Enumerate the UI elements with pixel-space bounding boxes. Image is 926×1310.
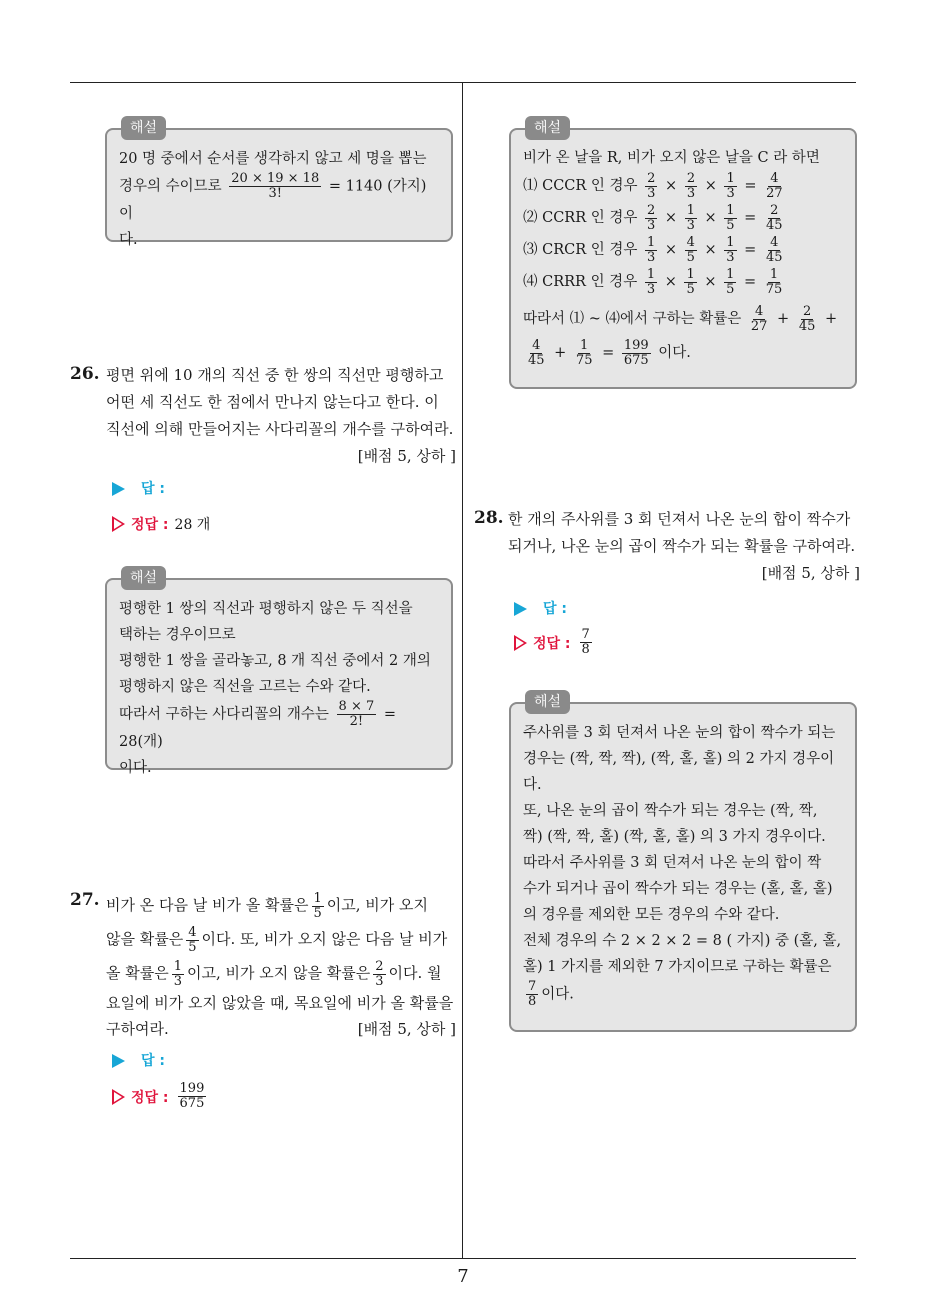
case-list (523, 170, 843, 298)
denominator: 45 (765, 217, 783, 233)
question-text: 이다. 또, 비가 오지 않은 다음 날 비가 (201, 930, 448, 948)
answer-label: 답 : (141, 1053, 165, 1069)
case-row: ⑷ CRRR 인 경우 $\frac{1}{3}$ × $\frac{1}{5}$ × $\frac{1}{5}$ = $\frac{1}{75}$ (523, 266, 783, 297)
numerator: 4 (755, 303, 764, 319)
denominator: 75 (765, 281, 783, 297)
solution-line: 20 명 중에서 순서를 생각하지 않고 세 명을 뽑는 (119, 151, 427, 167)
numerator: 8 × 7 (338, 699, 375, 714)
denominator: 5 (313, 905, 322, 921)
fraction (645, 236, 657, 265)
numerator: 7 (528, 979, 537, 994)
denominator: 3 (646, 249, 656, 265)
correct-value (175, 1082, 210, 1111)
question-line: 직선에 의해 만들어지는 사다리꼴의 개수를 구하여라. (106, 420, 454, 438)
solution-text: = 28(개) (119, 706, 397, 750)
fraction (764, 268, 785, 297)
numerator: 1 (173, 958, 183, 974)
question-27-text (106, 888, 456, 1042)
question-number-27: 27. (70, 890, 100, 910)
solution-line: 평행하지 않은 직선을 고르는 수와 같다. (119, 679, 371, 695)
play-triangle-icon (514, 602, 527, 616)
fraction (178, 1082, 207, 1111)
denominator: 3 (686, 185, 696, 201)
case-label: ⑶ CRCR 인 경우 (523, 242, 638, 258)
fraction (172, 960, 184, 989)
numerator: 1 (726, 234, 735, 250)
answer-input-26[interactable] (112, 478, 165, 498)
correct-value: 28 개 (174, 517, 211, 533)
numerator: 1 (726, 266, 735, 282)
solution-line: 홀) 1 가지를 제외한 7 가지이므로 구하는 확률은 (523, 959, 832, 975)
solution-text: 따라서 구하는 사다리꼴의 개수는 (119, 706, 329, 723)
answer-label: 답 : (543, 601, 567, 617)
numerator: 1 (646, 266, 656, 282)
fraction (764, 172, 785, 201)
numerator: 1 (313, 890, 322, 906)
numerator: 2 (646, 202, 656, 218)
solution-line: 수가 되거나 곱이 짝수가 되는 경우는 (홀, 홀, 홀) (523, 881, 833, 897)
solution-line: 따라서 주사위를 3 회 던져서 나온 눈의 합이 짝 (523, 855, 822, 871)
question-meta: [배점 5, 상하 ] (357, 447, 456, 465)
question-line: 평면 위에 10 개의 직선 중 한 쌍의 직선만 평행하고 (106, 366, 444, 384)
fraction (724, 236, 736, 265)
solution-sum-line: $\frac{4}{45}$ + $\frac{1}{75}$ = $\frac{199}{675}$ 이다. (528, 337, 691, 368)
denominator: 5 (188, 939, 197, 955)
numerator: 20 × 19 × 18 (231, 171, 320, 186)
numerator: 1 (580, 337, 589, 353)
solution-line: 평행한 1 쌍의 직선과 평행하지 않은 두 직선을 (119, 601, 413, 617)
denominator: 3 (646, 217, 656, 233)
denominator: 675 (623, 352, 649, 368)
numerator: 4 (770, 234, 779, 250)
denominator: 5 (726, 281, 735, 297)
solution-box-27 (509, 120, 857, 389)
fraction (684, 268, 696, 297)
solution-sum-line: 따라서 ⑴ ~ ⑷에서 구하는 확률은 $\frac{4}{27}$ + $\frac{2}{45}$ + (523, 303, 838, 334)
numerator: 1 (686, 202, 695, 218)
question-number-26: 26. (70, 364, 100, 384)
question-line: 되거나, 나온 눈의 곱이 짝수가 되는 확률을 구하여라. (508, 537, 856, 555)
solution-line: 주사위를 3 회 던져서 나온 눈의 합이 짝수가 되는 (523, 725, 836, 741)
solution-box-28 (509, 694, 857, 1032)
question-meta: [배점 5, 상하 ] (357, 1020, 456, 1038)
numerator: 1 (646, 234, 656, 250)
numerator: 1 (769, 266, 779, 282)
correct-label: 정답 : (533, 635, 571, 652)
fraction (312, 892, 324, 921)
bottom-rule (70, 1258, 856, 1259)
denominator: 3 (375, 973, 384, 989)
case-label: ⑷ CRRR 인 경우 (523, 274, 638, 290)
solution-line (523, 980, 843, 1009)
denominator: 5 (686, 249, 695, 265)
fraction (685, 204, 697, 233)
question-text: 올 확률은 (106, 964, 169, 982)
solution-box-25 (105, 120, 453, 248)
denominator: 45 (798, 318, 816, 334)
solution-line: 의 경우를 제외한 모든 경우의 수와 같다. (523, 907, 780, 923)
answer-input-27[interactable] (112, 1050, 165, 1070)
numerator: 2 (802, 303, 812, 319)
question-line: 한 개의 주사위를 3 회 던져서 나온 눈의 합이 짝수가 (508, 510, 851, 528)
fraction (749, 305, 770, 334)
question-26-text (106, 362, 456, 470)
solution-line: 평행한 1 쌍을 골라놓고, 8 개 직선 중에서 2 개의 (119, 653, 431, 669)
question-text: 비가 온 다음 날 비가 올 확률은 (106, 896, 309, 914)
play-triangle-icon (112, 1054, 125, 1068)
solution-text: = 1140 (가지) 이 (119, 178, 427, 222)
fraction (645, 268, 657, 297)
numerator: 2 (375, 958, 384, 974)
numerator: 1 (726, 170, 735, 186)
numerator: 7 (581, 627, 590, 642)
denominator: 3 (726, 185, 735, 201)
fraction (645, 172, 657, 201)
solution-text: 따라서 ⑴ ~ ⑷에서 구하는 확률은 (523, 311, 742, 327)
fraction (797, 305, 818, 334)
solution-line: 택하는 경우이므로 (119, 627, 236, 643)
solution-tag: 해설 (121, 566, 166, 590)
solution-box-26 (105, 570, 453, 776)
solution-line (119, 172, 439, 227)
denominator: 27 (766, 185, 783, 201)
correct-answer-28 (514, 628, 595, 657)
denominator: 2! (349, 714, 364, 729)
correct-answer-26 (112, 514, 210, 534)
top-rule (70, 82, 856, 83)
case-row: ⑴ CCCR 인 경우 $\frac{2}{3}$ × $\frac{2}{3}$ × $\frac{1}{3}$ = $\frac{4}{27}$ (523, 170, 783, 201)
solution-line: 짝) (짝, 짝, 홀) (짝, 홀, 홀) 의 3 가지 경우이다. (523, 829, 826, 845)
denominator: 3 (173, 973, 183, 989)
question-line (106, 956, 456, 990)
solution-line: 비가 온 날을 R, 비가 오지 않은 날을 C 라 하면 (523, 150, 820, 166)
fraction (186, 926, 198, 955)
question-line (106, 922, 456, 956)
case-label: ⑵ CCRR 인 경우 (523, 210, 638, 226)
question-text: 이고, 비가 오지 (326, 896, 429, 914)
column-divider (462, 82, 463, 1258)
outline-triangle-icon (514, 635, 527, 651)
denominator: 45 (765, 249, 783, 265)
fraction (229, 172, 321, 201)
fraction (373, 960, 385, 989)
page-number: 7 (457, 1266, 469, 1287)
question-line: 어떤 세 직선도 한 점에서 만나지 않는다고 한다. 이 (106, 393, 439, 411)
question-text: 않을 확률은 (106, 930, 184, 948)
fraction (685, 236, 697, 265)
solution-line: 전체 경우의 수 2 × 2 × 2 = 8 ( 가지) 중 (홀, 홀, (523, 933, 842, 949)
solution-tag: 해설 (525, 690, 570, 714)
denominator: 8 (581, 642, 590, 657)
fraction (764, 204, 785, 233)
denominator: 3 (647, 185, 656, 201)
denominator: 27 (750, 318, 768, 334)
fraction (337, 700, 377, 729)
case-row: ⑵ CCRR 인 경우 $\frac{2}{3}$ × $\frac{1}{3}$ × $\frac{1}{5}$ = $\frac{2}{45}$ (523, 202, 783, 233)
denominator: 5 (726, 217, 735, 233)
question-text: 구하여라. (106, 1020, 169, 1038)
numerator: 4 (770, 170, 779, 186)
correct-answer-27 (112, 1082, 209, 1111)
question-28-text (508, 506, 860, 587)
numerator: 4 (532, 337, 541, 353)
fraction (764, 236, 785, 265)
fraction (574, 339, 595, 368)
fraction (685, 172, 697, 201)
numerator: 2 (770, 202, 779, 218)
numerator: 2 (647, 170, 656, 186)
denominator: 45 (528, 352, 545, 368)
solution-line: 다. (523, 777, 542, 793)
fraction (724, 268, 736, 297)
fraction (526, 339, 547, 368)
fraction (724, 172, 736, 201)
play-triangle-icon (112, 482, 125, 496)
solution-line: 경우는 (짝, 짝, 짝), (짝, 홀, 홀) 의 2 가지 경우이 (523, 751, 835, 767)
numerator: 1 (726, 202, 735, 218)
solution-line: 다. (119, 232, 138, 248)
solution-text: 이다. (541, 986, 574, 1003)
outline-triangle-icon (112, 1089, 125, 1105)
solution-line (119, 700, 439, 755)
numerator: 2 (686, 170, 696, 186)
solution-tag: 해설 (525, 116, 570, 140)
fraction (645, 204, 657, 233)
question-text: 이고, 비가 오지 않을 확률은 (187, 964, 371, 982)
question-number-28: 28. (474, 508, 504, 528)
fraction (622, 339, 651, 368)
correct-value (577, 628, 595, 657)
solution-line: 또, 나온 눈의 곱이 짝수가 되는 경우는 (짝, 짝, (523, 803, 818, 819)
question-line: 요일에 비가 오지 않았을 때, 목요일에 비가 올 확률을 (106, 994, 454, 1012)
fraction (724, 204, 736, 233)
solution-line: 이다. (119, 760, 152, 776)
denominator: 3 (726, 249, 735, 265)
solution-text: 경우의 수이므로 (119, 178, 222, 195)
question-line (106, 888, 456, 922)
answer-label: 답 : (141, 481, 165, 497)
denominator: 3 (646, 281, 656, 297)
numerator: 4 (686, 234, 695, 250)
fraction (526, 980, 538, 1009)
solution-tag: 해설 (121, 116, 166, 140)
outline-triangle-icon (112, 516, 125, 532)
correct-label: 정답 : (131, 517, 169, 533)
denominator: 5 (686, 281, 695, 297)
question-text: 이다. 월 (388, 964, 442, 982)
denominator: 75 (575, 352, 593, 368)
solution-text: 이다. (658, 345, 691, 361)
numerator: 1 (686, 266, 695, 282)
correct-label: 정답 : (131, 1089, 169, 1106)
question-meta: [배점 5, 상하 ] (761, 564, 860, 582)
numerator: 199 (623, 337, 649, 353)
case-label: ⑴ CCCR 인 경우 (523, 178, 638, 194)
fraction (580, 628, 592, 657)
question-line (106, 1016, 456, 1042)
denominator: 8 (528, 994, 537, 1009)
case-row: ⑶ CRCR 인 경우 $\frac{1}{3}$ × $\frac{4}{5}$ × $\frac{1}{3}$ = $\frac{4}{45}$ (523, 234, 783, 265)
denominator: 3 (686, 217, 695, 233)
numerator: 4 (188, 924, 197, 940)
numerator: 199 (179, 1081, 205, 1096)
answer-input-28[interactable] (514, 598, 567, 618)
denominator: 3! (268, 186, 282, 201)
denominator: 675 (179, 1096, 205, 1111)
solution-lines (523, 720, 843, 980)
